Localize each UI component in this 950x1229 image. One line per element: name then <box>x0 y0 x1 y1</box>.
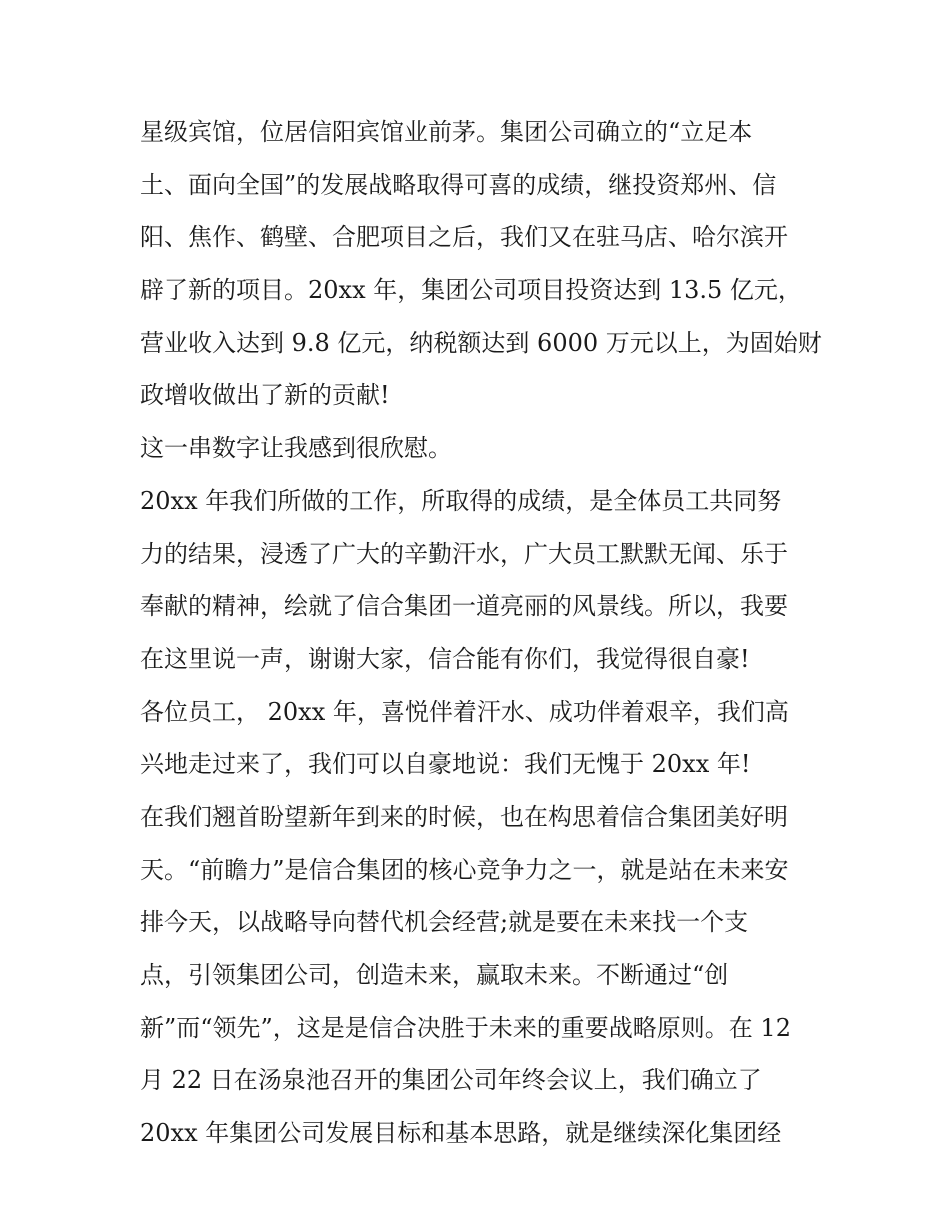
text-line: 在我们翘首盼望新年到来的时候，也在构思着信合集团美好明 <box>140 802 788 831</box>
text-line: 各位员工， 20xx 年，喜悦伴着汗水、成功伴着艰辛，我们高 <box>140 697 789 726</box>
text-line: 阳、焦作、鹤壁、合肥项目之后，我们又在驻马店、哈尔滨开 <box>140 223 788 252</box>
text-line: 力的结果，浸透了广大的辛勤汗水，广大员工默默无闻、乐于 <box>140 539 788 568</box>
text-line: 兴地走过来了，我们可以自豪地说：我们无愧于 20xx 年! <box>140 750 751 779</box>
text-line: 土、面向全国”的发展战略取得可喜的成绩，继投资郑州、信 <box>140 170 777 199</box>
text-line: 点，引领集团公司，创造未来，赢取未来。不断通过“创 <box>140 961 729 989</box>
text-line: 20xx 年我们所做的工作，所取得的成绩，是全体员工共同努 <box>140 486 782 515</box>
text-line: 辟了新的项目。20xx 年，集团公司项目投资达到 13.5 亿元， <box>140 276 802 305</box>
text-line: 这一串数字让我感到很欣慰。 <box>140 434 452 463</box>
text-line: 天。“前瞻力”是信合集团的核心竞争力之一，就是站在未来安 <box>140 855 789 884</box>
text-line: 月 22 日在汤泉池召开的集团公司年终会议上，我们确立了 <box>140 1066 762 1095</box>
text-line: 20xx 年集团公司发展目标和基本思路，就是继续深化集团经 <box>140 1119 782 1148</box>
text-line: 新”而“领先”，这是是信合决胜于未来的重要战略原则。在 12 <box>140 1013 791 1042</box>
text-line: 政增收做出了新的贡献! <box>140 381 390 410</box>
text-line: 营业收入达到 9.8 亿元，纳税额达到 6000 万元以上，为固始财 <box>140 328 822 357</box>
text-line: 在这里说一声，谢谢大家，信合能有你们，我觉得很自豪! <box>140 644 750 673</box>
text-line: 奉献的精神，绘就了信合集团一道亮丽的风景线。所以，我要 <box>140 592 788 621</box>
document-body <box>140 106 820 1160</box>
text-line: 排今天，以战略导向替代机会经营;就是要在未来找一个支 <box>140 908 749 937</box>
text-line: 星级宾馆，位居信阳宾馆业前茅。集团公司确立的“立足本 <box>140 118 753 146</box>
